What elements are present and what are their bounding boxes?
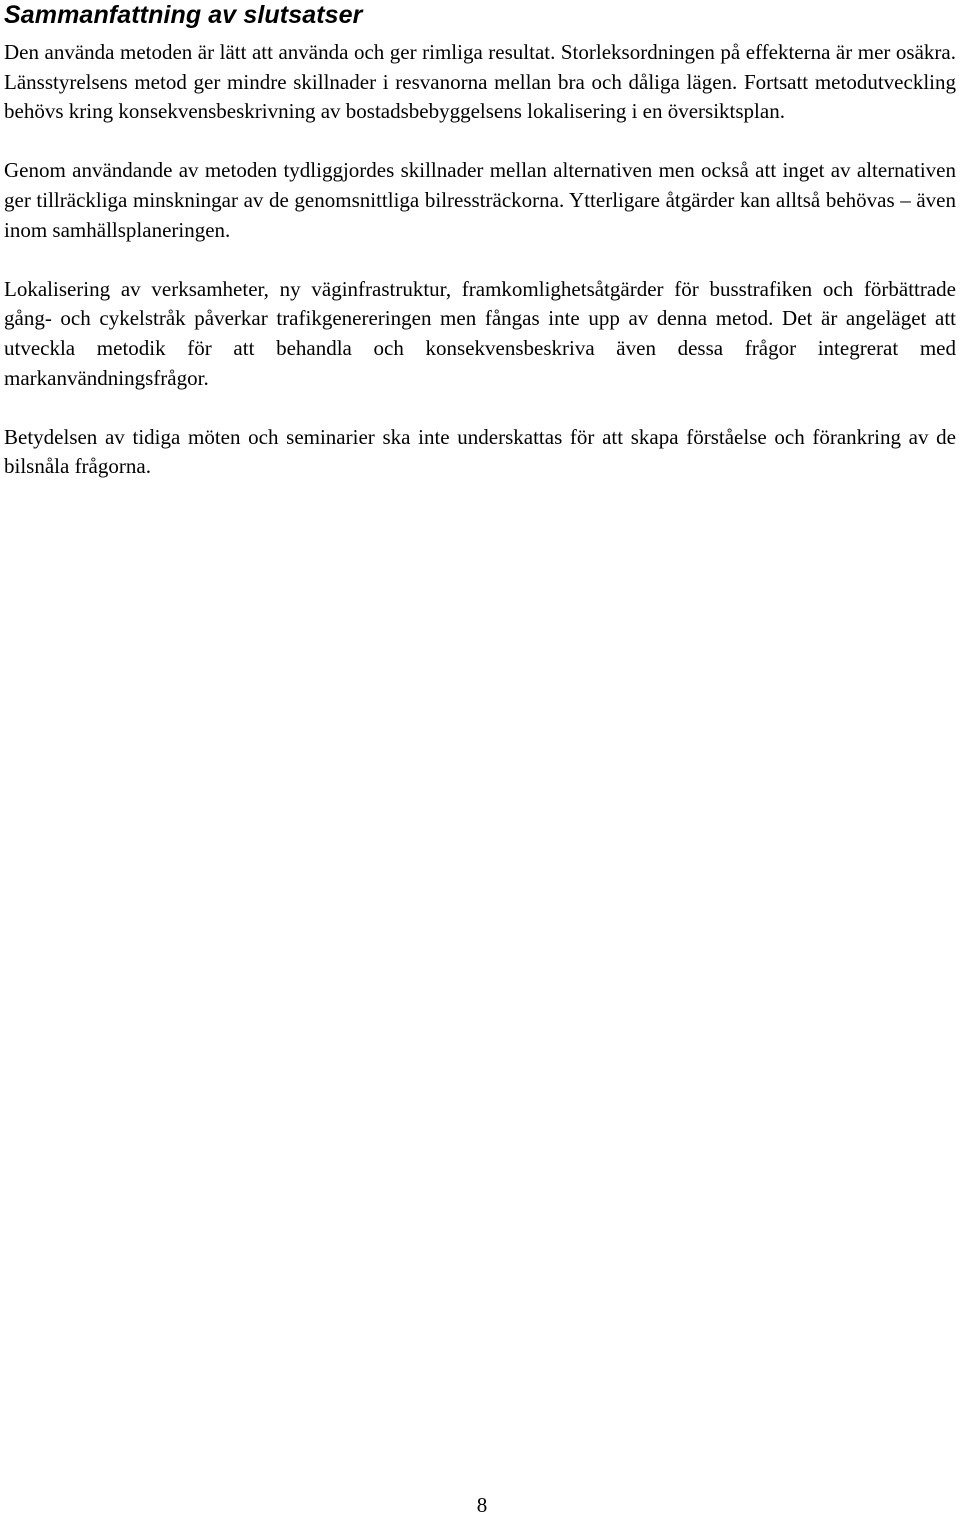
paragraph-conclusions: Den använda metoden är lätt att använda och ger rimliga resultat. Storleksordningen på effekterna är mer osäkra. Länsstyrelsens metod ger mindre skillnader i resvanorna mellan bra och dåliga lägen. Fortsatt metodutveckling behövs kring konsekvensbeskrivning av bostadsbebyggelsens lokalisering i en översiktsplan.	[4, 40, 956, 124]
paragraph-localization: Lokalisering av verksamheter, ny väginfrastruktur, framkomlighetsåtgärder för busstrafiken och förbättrade gång- och cykelstråk påverkar trafikgenereringen men fångas inte upp av denna metod. Det är angeläget att utveckla metodik för att behandla och konsekvensbeskriva även dessa frågor integrerat med markanvändningsfrågor.	[4, 276, 956, 390]
paragraph-meetings: Betydelsen av tidiga möten och seminarier ska inte underskattas för att skapa förståelse och förankring av de bilsnåla frågorna.	[4, 424, 956, 479]
paragraph-alternatives: Genom användande av metoden tydliggjordes skillnader mellan alternativen men också att inget av alternativen ger tillräckliga minskningar av de genomsnittliga bilressträckorna. Ytterligare åtgärder kan alltså behövas – även inom samhällsplaneringen.	[4, 158, 956, 242]
section-heading: Sammanfattning av slutsatser	[4, 1, 363, 29]
page-number: 8	[476, 1493, 488, 1517]
document-page	[4, 0, 956, 482]
